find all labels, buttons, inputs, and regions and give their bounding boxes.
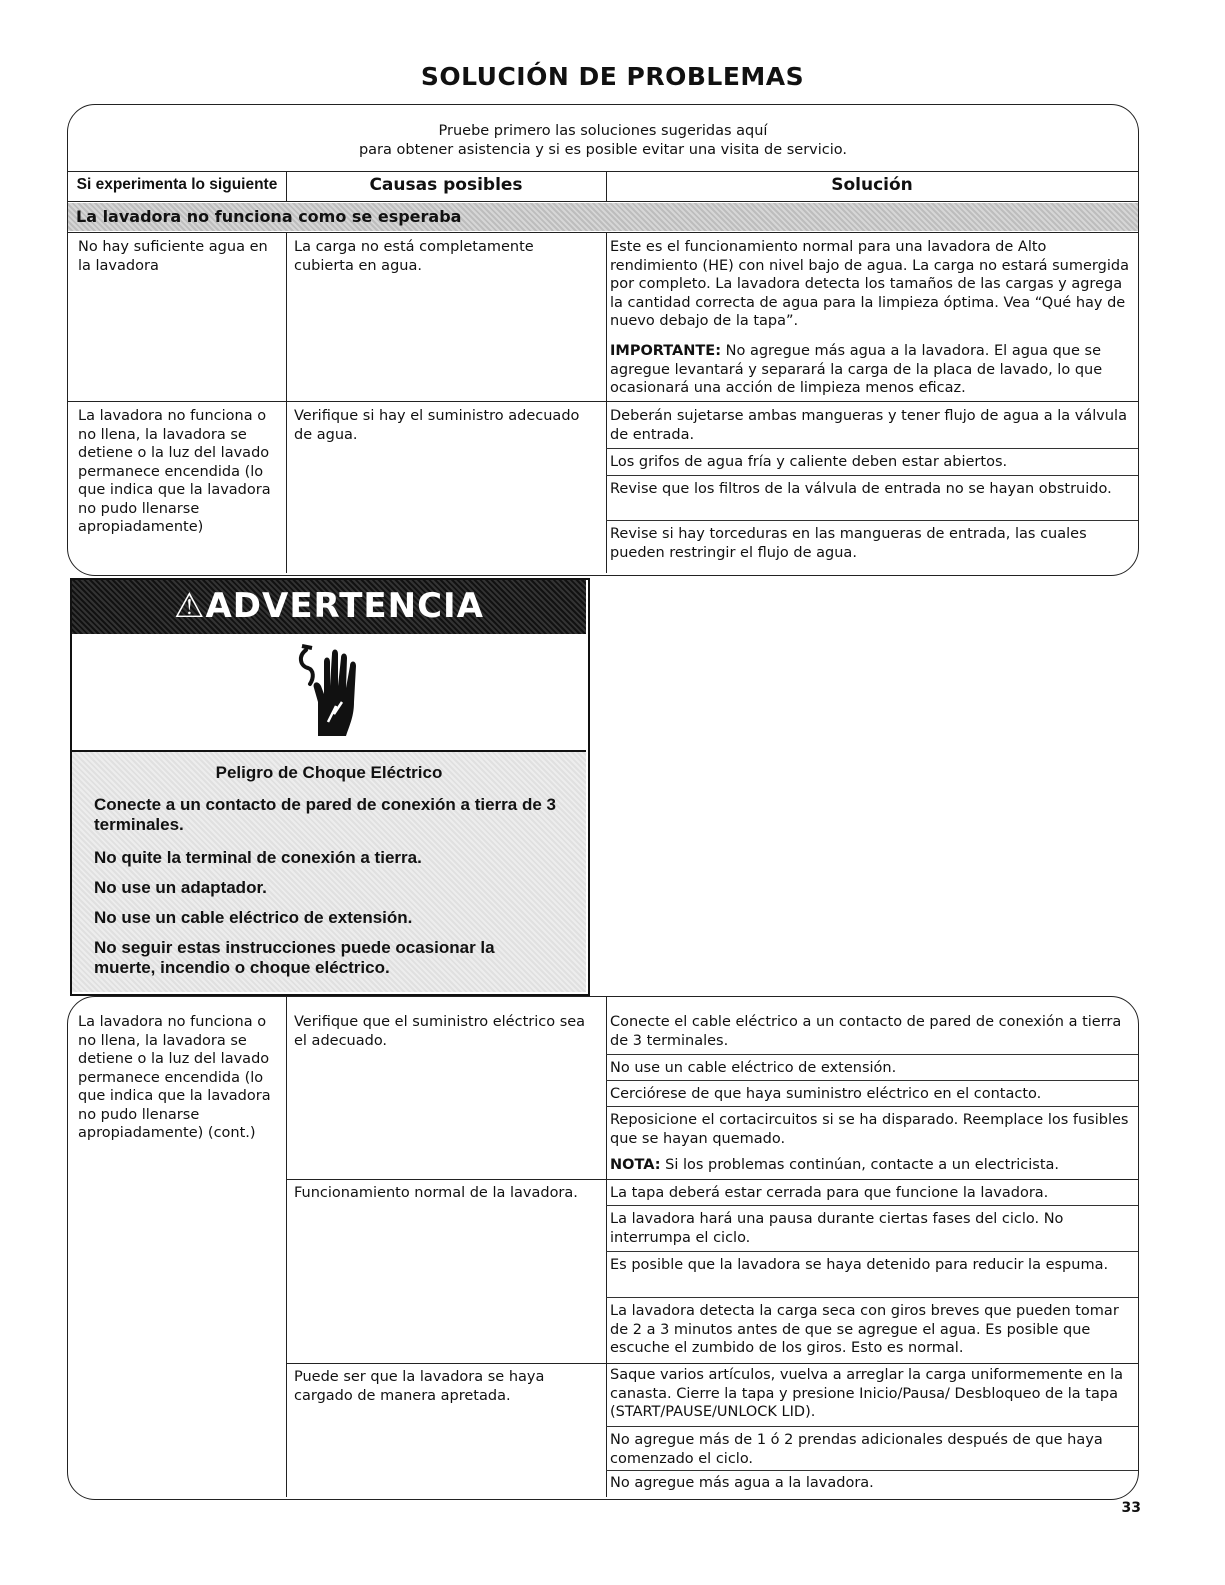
divider bbox=[286, 1179, 1138, 1180]
warning-line: No use un adaptador. bbox=[94, 878, 267, 897]
divider bbox=[68, 401, 1138, 402]
warning-line: No quite la terminal de conexión a tierra. bbox=[94, 848, 422, 867]
cause-water-supply: Verifique si hay el suministro adecuado de agua. bbox=[294, 408, 580, 443]
solution-item: Conecte el cable eléctrico a un contacto de pared de conexión a tierra de 3 terminales. bbox=[610, 1014, 1122, 1049]
problem-washer-not-working: La lavadora no funciona o no llena, la lavadora se detiene o la luz del lavado permanece encendida (lo que indica que la lavadora no pudo llenarse apropiadamente) bbox=[78, 408, 271, 535]
section-heading: La lavadora no funciona como se esperaba bbox=[76, 207, 462, 226]
solution-important bbox=[610, 342, 1132, 398]
solution-item: Revise si hay torceduras en las mangueras de entrada, las cuales pueden restringir el flujo de agua. bbox=[610, 526, 1087, 561]
cause-load-packed: Puede ser que la lavadora se haya cargado de manera apretada. bbox=[294, 1369, 545, 1404]
warning-line: No use un cable eléctrico de extensión. bbox=[94, 908, 413, 927]
important-text: No agregue más agua a la lavadora. El agua que se agregue levantará y separará la carga de la placa de lavado, lo que ocasionará una acción de limpieza menos eficaz. bbox=[610, 343, 1103, 396]
solution-item: Deberán sujetarse ambas mangueras y tener flujo de agua a la válvula de entrada. bbox=[610, 408, 1127, 443]
solution-note bbox=[610, 1156, 1132, 1175]
solution-item: Revise que los filtros de la válvula de entrada no se hayan obstruido. bbox=[610, 481, 1112, 497]
page-number: 33 bbox=[1121, 1500, 1141, 1516]
intro-text bbox=[70, 122, 1136, 160]
divider bbox=[606, 475, 1138, 476]
problem-not-enough-water: No hay suficiente agua en la lavadora bbox=[78, 239, 268, 274]
note-text: Si los problemas continúan, contacte a un electricista. bbox=[660, 1157, 1060, 1173]
solution-normal-he: Este es el funcionamiento normal para una lavadora de Alto rendimiento (HE) con nivel bajo de agua. La carga no estará sumergida por completo. La lavadora detecta los tamaños de las cargas y agrega la cantidad correcta de agua para la limpieza óptima. Vea “Qué hay de nuevo debajo de la tapa”. bbox=[610, 239, 1129, 329]
divider bbox=[606, 1426, 1138, 1427]
solution-item: Los grifos de agua fría y caliente deben estar abiertos. bbox=[610, 454, 1008, 470]
divider bbox=[68, 201, 1138, 202]
solution-item: La lavadora detecta la carga seca con giros breves que pueden tomar de 2 a 3 minutos antes de que se agregue el agua. Es posible que escuche el zumbido de los giros. Esto es normal. bbox=[610, 1303, 1119, 1356]
warning-line: Conecte a un contacto de pared de conexión a tierra de 3 terminales. bbox=[94, 795, 556, 834]
divider bbox=[606, 1251, 1138, 1252]
warning-hazard: Peligro de Choque Eléctrico bbox=[215, 763, 443, 782]
header-symptom: Si experimenta lo siguiente bbox=[76, 176, 278, 193]
solution-item: Saque varios artículos, vuelva a arreglar la carga uniformemente en la canasta. Cierre la tapa y presione Inicio/Pausa/ Desbloqueo de la tapa (START/PAUSE/UNLOCK LID). bbox=[610, 1367, 1124, 1420]
header-causes: Causas posibles bbox=[369, 175, 523, 195]
divider bbox=[68, 171, 1138, 172]
warning-line: No seguir estas instrucciones puede ocasionar la muerte, incendio o choque eléctrico. bbox=[94, 938, 495, 977]
electric-shock-hand-icon bbox=[292, 642, 372, 742]
divider bbox=[606, 232, 607, 573]
divider bbox=[286, 171, 287, 201]
intro-line-1: Pruebe primero las soluciones sugeridas aquí bbox=[438, 123, 768, 139]
solution-item: No agregue más agua a la lavadora. bbox=[610, 1475, 874, 1491]
divider bbox=[606, 171, 607, 201]
divider bbox=[606, 1470, 1138, 1471]
divider bbox=[606, 1297, 1138, 1298]
divider bbox=[606, 448, 1138, 449]
solution-item: La tapa deberá estar cerrada para que funcione la lavadora. bbox=[610, 1185, 1049, 1201]
cause-normal-operation: Funcionamiento normal de la lavadora. bbox=[294, 1185, 578, 1201]
divider bbox=[606, 520, 1138, 521]
cause-load-not-covered: La carga no está completamente cubierta en agua. bbox=[294, 239, 534, 274]
solution-item: Cerciórese de que haya suministro eléctrico en el contacto. bbox=[610, 1086, 1042, 1102]
divider bbox=[606, 997, 607, 1497]
page-title: SOLUCIÓN DE PROBLEMAS bbox=[420, 62, 805, 91]
problem-washer-not-working-cont: La lavadora no funciona o no llena, la lavadora se detiene o la luz del lavado permanece encendida (lo que indica que la lavadora no pudo llenarse apropiadamente) (cont.) bbox=[78, 1014, 271, 1141]
divider bbox=[606, 1205, 1138, 1206]
divider bbox=[606, 1080, 1138, 1081]
solution-item: La lavadora hará una pausa durante ciertas fases del ciclo. No interrumpa el ciclo. bbox=[610, 1211, 1064, 1246]
divider bbox=[68, 232, 1138, 233]
important-label: IMPORTANTE: bbox=[610, 343, 722, 359]
divider bbox=[286, 232, 287, 573]
intro-line-2: para obtener asistencia y si es posible evitar una visita de servicio. bbox=[358, 142, 848, 158]
note-label: NOTA: bbox=[610, 1157, 661, 1173]
cause-electric-supply: Verifique que el suministro eléctrico sea el adecuado. bbox=[294, 1014, 586, 1049]
solution-item: No use un cable eléctrico de extensión. bbox=[610, 1060, 897, 1076]
warning-title: ⚠ADVERTENCIA bbox=[174, 586, 484, 626]
divider bbox=[606, 1054, 1138, 1055]
header-solution: Solución bbox=[831, 175, 913, 195]
divider bbox=[606, 1106, 1138, 1107]
solution-item: Reposicione el cortacircuitos si se ha disparado. Reemplace los fusibles que se hayan quemado. bbox=[610, 1112, 1129, 1147]
divider bbox=[286, 997, 287, 1497]
solution-item: No agregue más de 1 ó 2 prendas adicionales después de que haya comenzado el ciclo. bbox=[610, 1432, 1103, 1467]
solution-item: Es posible que la lavadora se haya detenido para reducir la espuma. bbox=[610, 1257, 1109, 1273]
divider bbox=[286, 1363, 1138, 1364]
